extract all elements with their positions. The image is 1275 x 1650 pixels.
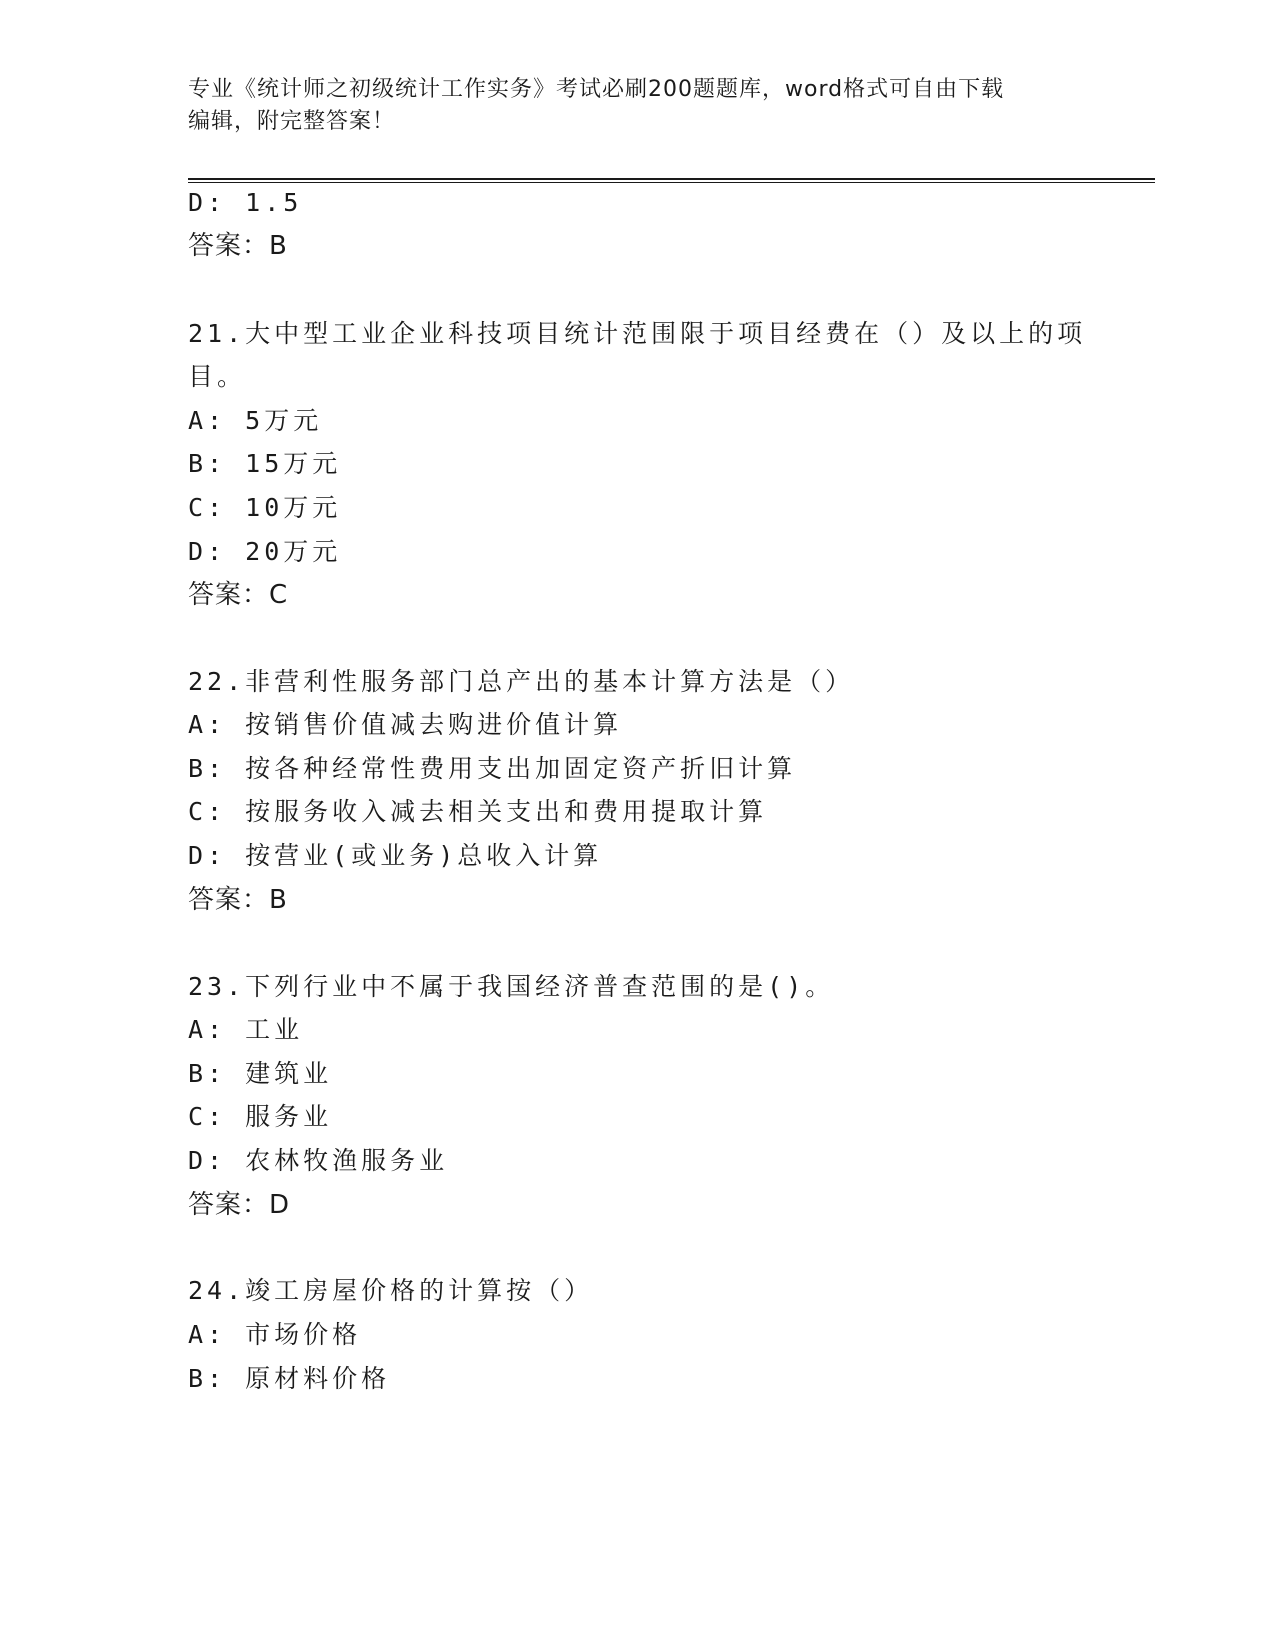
q24-option-a: A: 市场价格 (188, 1320, 362, 1349)
q22-stem: 22.非营利性服务部门总产出的基本计算方法是（） (188, 667, 855, 696)
document-header (188, 74, 1088, 138)
q22-answer: 答案：B (188, 885, 288, 915)
q22-option-d: D: 按营业(或业务)总收入计算 (188, 841, 603, 870)
header-divider-thick (188, 178, 1155, 180)
q24-stem: 24.竣工房屋价格的计算按（） (188, 1276, 594, 1305)
header-line-1: 专业《统计师之初级统计工作实务》考试必刷200题题库，word格式可自由下载 (188, 77, 1005, 102)
q24-option-b: B: 原材料价格 (188, 1364, 391, 1393)
q22-option-a: A: 按销售价值减去购进价值计算 (188, 710, 623, 739)
q21-stem-line-1: 21.大中型工业企业科技项目统计范围限于项目经费在（）及以上的项 (188, 319, 1087, 348)
q20-answer: 答案：B (188, 231, 288, 261)
q23-option-b: B: 建筑业 (188, 1059, 333, 1088)
q23-answer: 答案：D (188, 1190, 291, 1220)
q23-option-d: D: 农林牧渔服务业 (188, 1146, 449, 1175)
q21-stem-line-2: 目。 (188, 362, 247, 391)
q20-option-d: D: 1.5 (188, 188, 303, 217)
q23-option-a: A: 工业 (188, 1015, 304, 1044)
q21-option-b: B: 15万元 (188, 449, 342, 478)
q23-stem: 23.下列行业中不属于我国经济普查范围的是()。 (188, 972, 835, 1001)
q21-answer: 答案：C (188, 580, 289, 610)
q21-option-a: A: 5万元 (188, 406, 323, 435)
q22-option-c: C: 按服务收入减去相关支出和费用提取计算 (188, 797, 768, 826)
q23-option-c: C: 服务业 (188, 1102, 333, 1131)
header-divider-thin (188, 182, 1155, 183)
q21-option-d: D: 20万元 (188, 537, 342, 566)
q21-option-c: C: 10万元 (188, 493, 342, 522)
header-line-2: 编辑，附完整答案！ (188, 109, 396, 134)
q22-option-b: B: 按各种经常性费用支出加固定资产折旧计算 (188, 754, 797, 783)
